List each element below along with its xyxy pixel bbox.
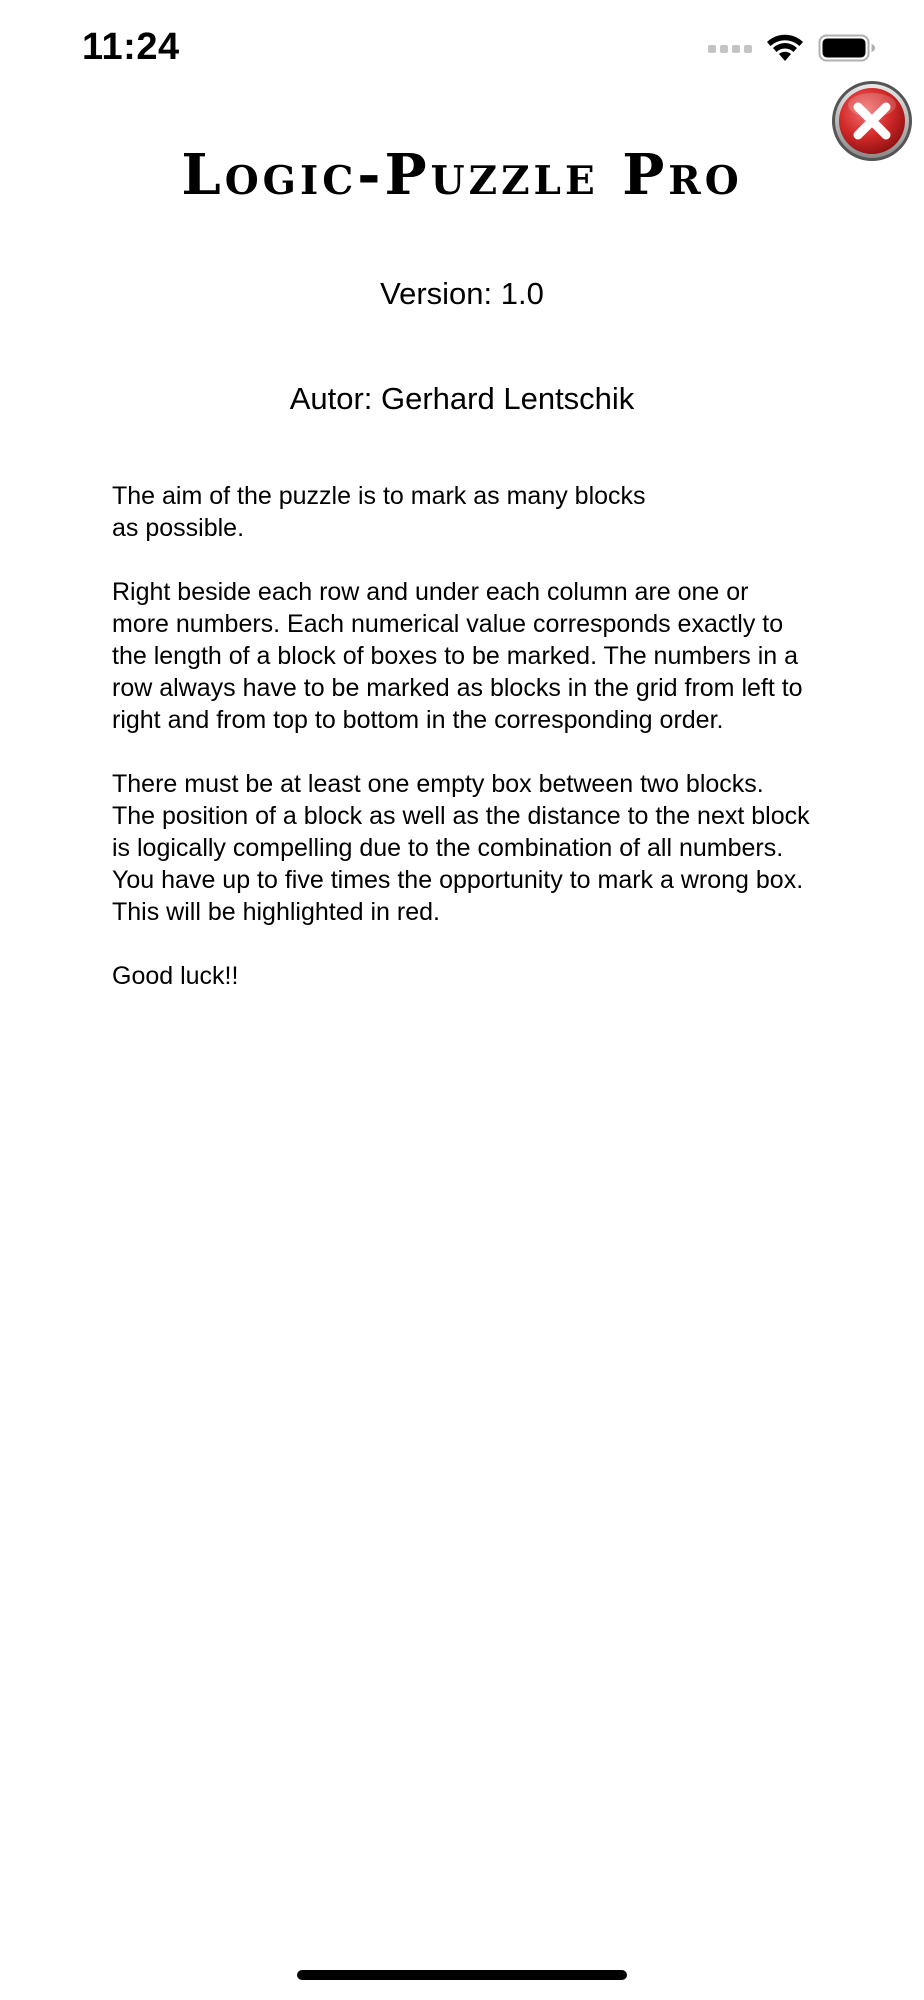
app-title: Logic-Puzzle Pro (181, 142, 743, 208)
description-p1-line2: as possible. (112, 514, 245, 542)
wifi-icon (766, 34, 804, 67)
status-bar (0, 0, 924, 100)
description-paragraph-2: Right beside each row and under each column are one or more numbers. Each numerical value corresponds exactly to the length of a block of boxes to be marked. The numbers in a row always have to be marked as blocks in the grid from left to right and from top to bottom in the corresponding order. (112, 578, 803, 734)
description-p1-line1: The aim of the puzzle is to mark as many blocks (112, 482, 646, 510)
home-indicator[interactable] (297, 1970, 627, 1980)
author-label: Autor: Gerhard Lentschik (289, 381, 635, 416)
description-paragraph-4: Good luck!! (112, 962, 239, 990)
version-label: Version: 1.0 (380, 276, 544, 311)
status-icons (708, 34, 876, 66)
description-text (112, 480, 812, 1024)
battery-icon (818, 34, 876, 67)
description-paragraph-3: There must be at least one empty box between two blocks. The position of a block as well as the distance to the next block is logically compelling due to the combination of all numbers. You have up to five times the opportunity to mark a wrong box. This will be highlighted in red. (112, 770, 810, 926)
description-paragraph-1 (112, 480, 812, 544)
cellular-signal-icon (708, 41, 752, 59)
status-time: 11:24 (82, 26, 180, 68)
